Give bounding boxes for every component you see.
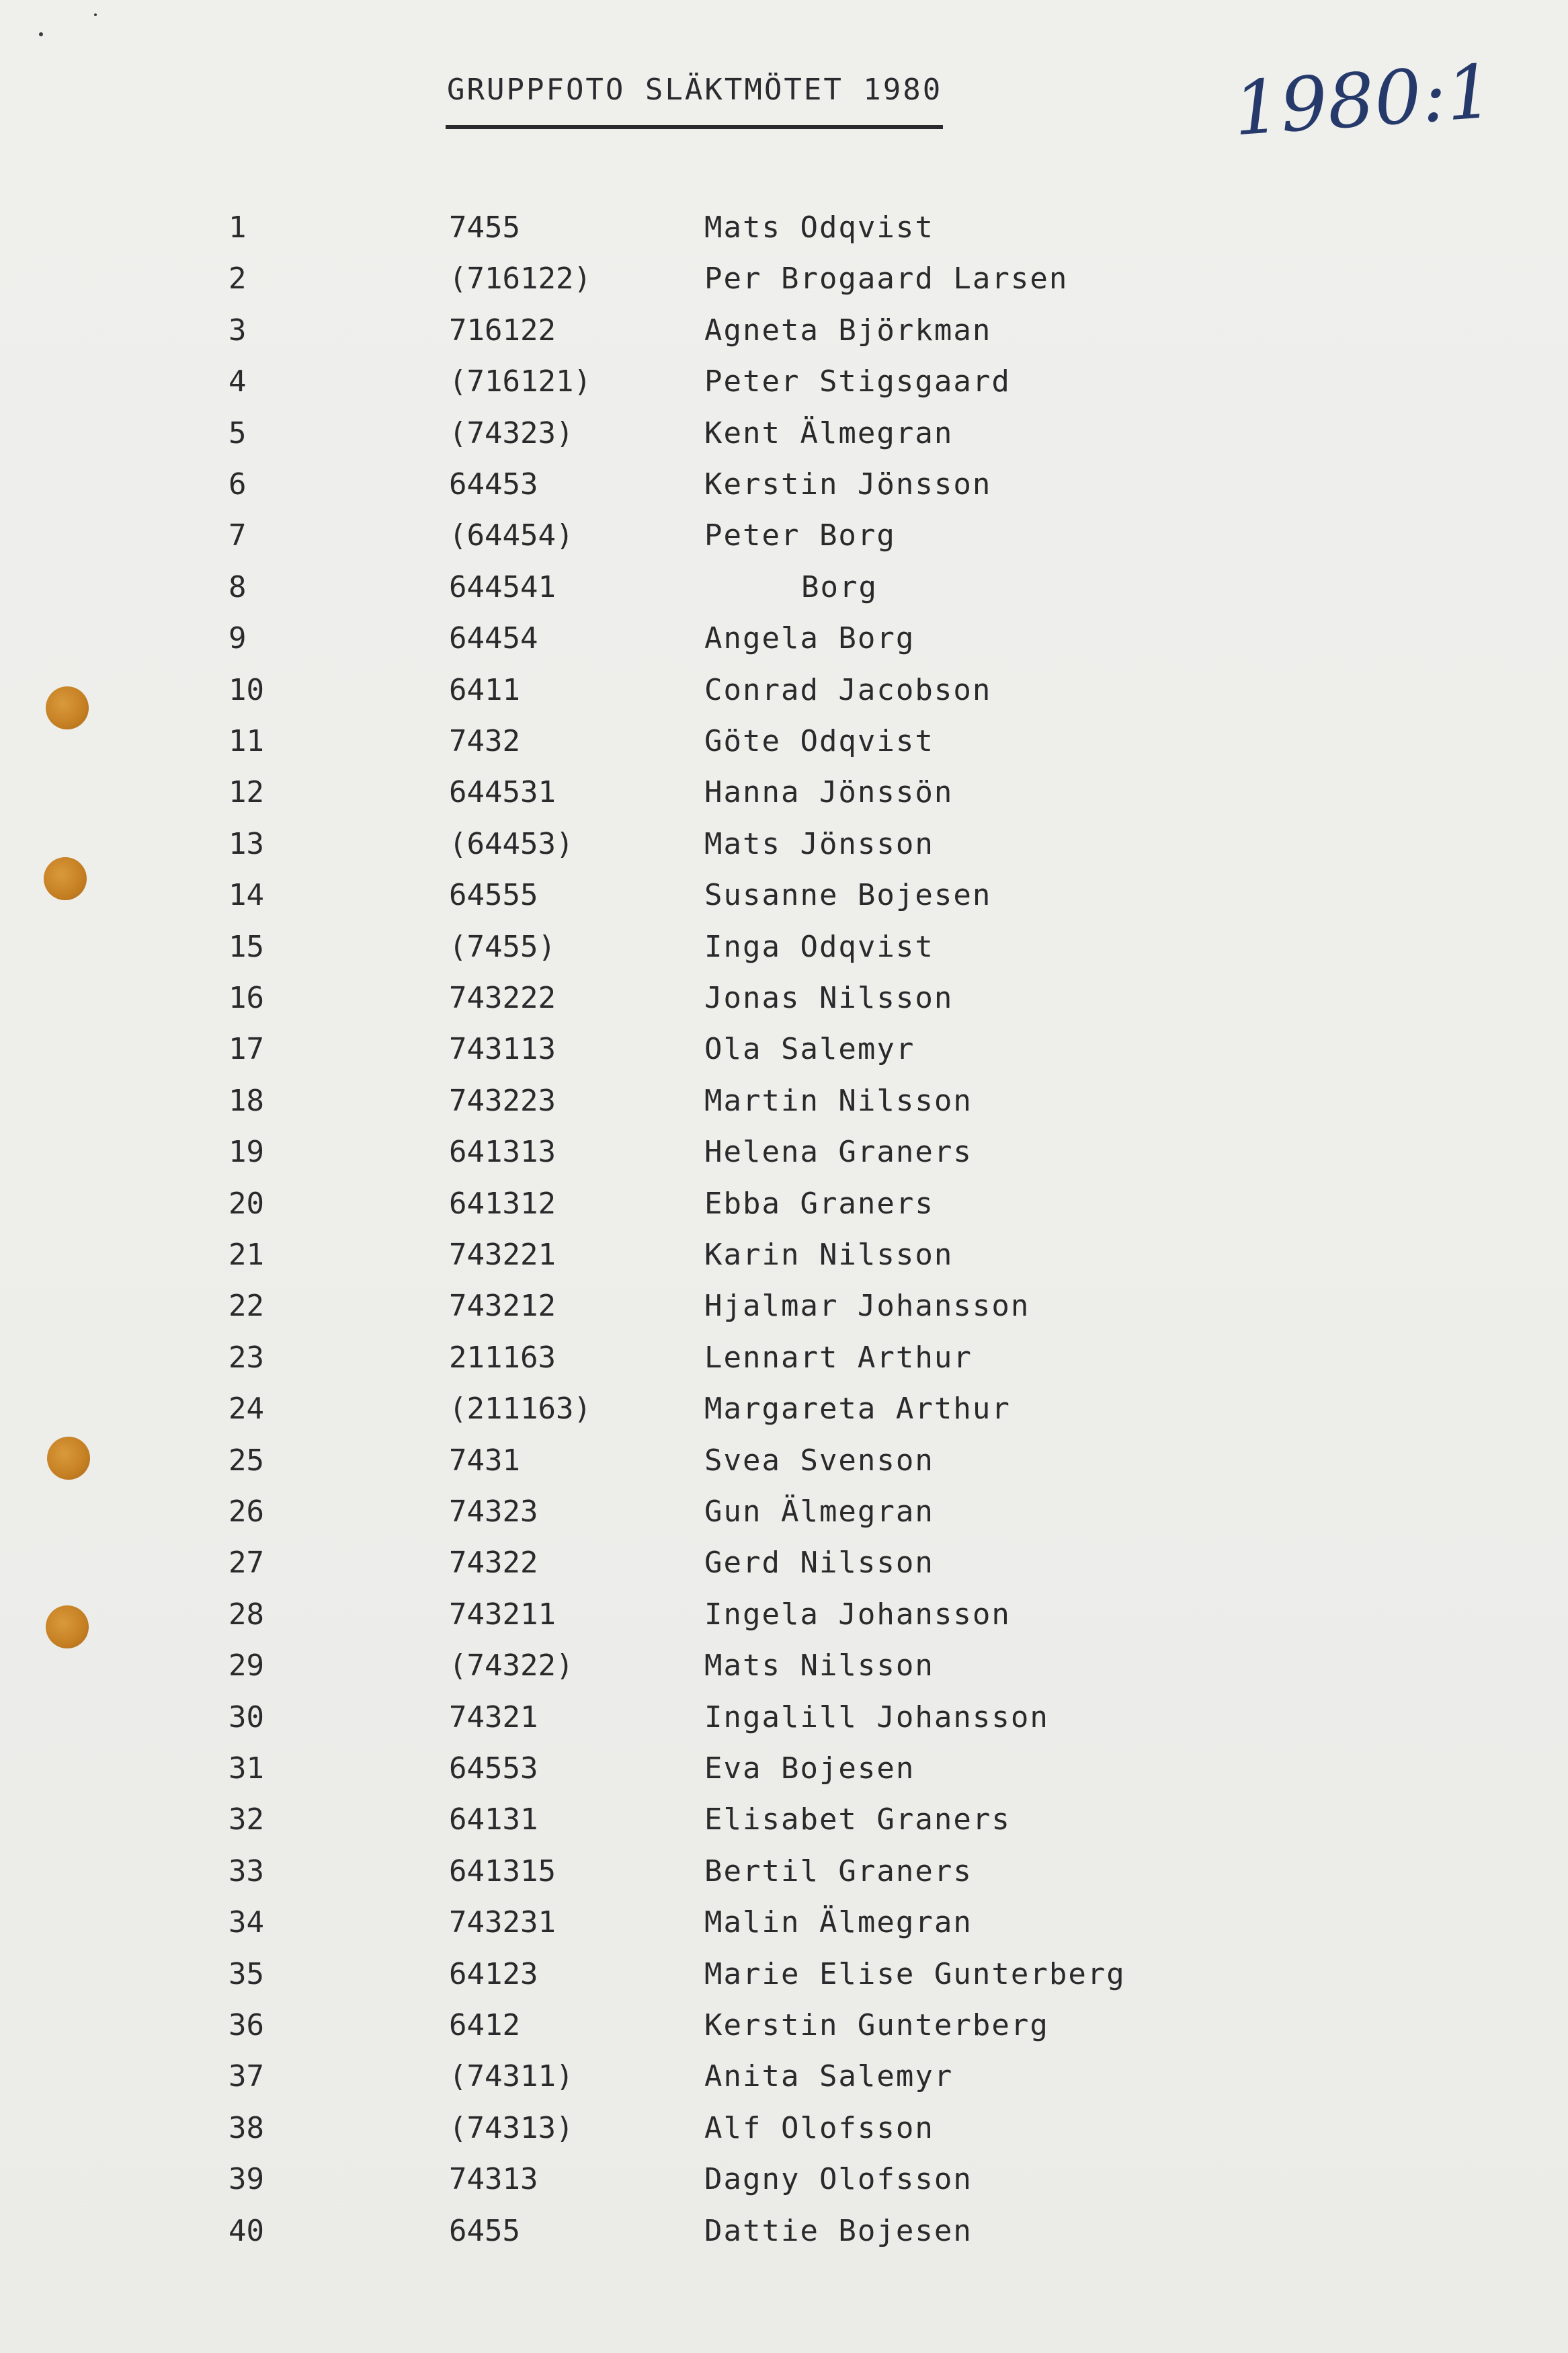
- list-row: [0, 1597, 1568, 1638]
- list-row: [0, 1905, 1568, 1946]
- row-number: 7: [229, 518, 247, 553]
- genealogy-code: 743222: [449, 981, 556, 1015]
- list-row: [0, 1032, 1568, 1072]
- list-row: [0, 1648, 1568, 1689]
- row-number: 9: [229, 621, 247, 655]
- row-number: 1: [229, 210, 247, 245]
- genealogy-code: 743211: [449, 1597, 556, 1632]
- row-number: 19: [229, 1135, 264, 1169]
- list-row: [0, 827, 1568, 867]
- list-row: [0, 1187, 1568, 1227]
- genealogy-code: 7431: [449, 1443, 520, 1478]
- genealogy-code: 6412: [449, 2008, 520, 2042]
- genealogy-code: 641313: [449, 1135, 556, 1169]
- person-name: Eva Bojesen: [704, 1751, 915, 1786]
- person-name: Mats Jönsson: [704, 827, 934, 861]
- person-name: Agneta Björkman: [704, 313, 992, 348]
- row-number: 26: [229, 1494, 264, 1529]
- genealogy-code: (64453): [449, 827, 574, 861]
- person-name: Mats Odqvist: [704, 210, 934, 245]
- row-number: 16: [229, 981, 264, 1015]
- genealogy-code: 716122: [449, 313, 556, 348]
- row-number: 33: [229, 1854, 264, 1888]
- row-number: 40: [229, 2214, 264, 2248]
- row-number: 37: [229, 2059, 264, 2093]
- list-row: [0, 621, 1568, 662]
- row-number: 25: [229, 1443, 264, 1478]
- row-number: 12: [229, 775, 264, 809]
- person-name: Svea Svenson: [704, 1443, 934, 1478]
- person-name: Gun Älmegran: [704, 1494, 934, 1529]
- list-row: [0, 2214, 1568, 2254]
- genealogy-code: 641312: [449, 1187, 556, 1221]
- row-number: 34: [229, 1905, 264, 1940]
- person-name: Martin Nilsson: [704, 1084, 973, 1118]
- genealogy-code: 64555: [449, 878, 538, 912]
- row-number: 20: [229, 1187, 264, 1221]
- person-name: Angela Borg: [704, 621, 915, 655]
- row-number: 3: [229, 313, 247, 348]
- list-row: [0, 1392, 1568, 1432]
- genealogy-code: 743212: [449, 1289, 556, 1323]
- genealogy-code: (74313): [449, 2111, 574, 2145]
- row-number: 13: [229, 827, 264, 861]
- genealogy-code: 6411: [449, 673, 520, 707]
- row-number: 15: [229, 930, 264, 964]
- genealogy-code: (211163): [449, 1392, 591, 1426]
- row-number: 24: [229, 1392, 264, 1426]
- person-name: Malin Älmegran: [704, 1905, 973, 1940]
- row-number: 18: [229, 1084, 264, 1118]
- person-name: Peter Stigsgaard: [704, 364, 1011, 399]
- genealogy-code: 743231: [449, 1905, 556, 1940]
- list-row: [0, 2111, 1568, 2151]
- person-name: Peter Borg: [704, 518, 896, 553]
- genealogy-code: 64553: [449, 1751, 538, 1786]
- genealogy-code: 743221: [449, 1238, 556, 1272]
- list-row: [0, 878, 1568, 918]
- person-name: Ebba Graners: [704, 1187, 934, 1221]
- list-row: [0, 313, 1568, 354]
- person-name: Per Brogaard Larsen: [704, 262, 1069, 296]
- person-name: Jonas Nilsson: [704, 981, 954, 1015]
- list-row: [0, 724, 1568, 764]
- person-name: Ingalill Johansson: [704, 1700, 1049, 1734]
- list-row: [0, 1700, 1568, 1741]
- list-row: [0, 1494, 1568, 1535]
- list-row: [0, 1341, 1568, 1381]
- row-number: 28: [229, 1597, 264, 1632]
- person-name: Kerstin Gunterberg: [704, 2008, 1049, 2042]
- row-number: 11: [229, 724, 264, 758]
- person-name: Conrad Jacobson: [704, 673, 992, 707]
- list-row: [0, 2162, 1568, 2202]
- person-name: Mats Nilsson: [704, 1648, 934, 1683]
- person-name: Göte Odqvist: [704, 724, 934, 758]
- genealogy-code: 64454: [449, 621, 538, 655]
- row-number: 23: [229, 1341, 264, 1375]
- list-row: [0, 1135, 1568, 1175]
- person-name: Karin Nilsson: [704, 1238, 954, 1272]
- person-name: Dattie Bojesen: [704, 2214, 973, 2248]
- genealogy-code: 64123: [449, 1957, 538, 1991]
- genealogy-code: 74321: [449, 1700, 538, 1734]
- list-row: [0, 467, 1568, 508]
- row-number: 36: [229, 2008, 264, 2042]
- list-row: [0, 518, 1568, 559]
- person-name: Hjalmar Johansson: [704, 1289, 1030, 1323]
- list-row: [0, 1238, 1568, 1278]
- list-row: [0, 1854, 1568, 1895]
- list-row: [0, 1751, 1568, 1792]
- person-name: Borg: [801, 570, 878, 604]
- row-number: 4: [229, 364, 247, 399]
- list-row: [0, 775, 1568, 815]
- row-number: 10: [229, 673, 264, 707]
- genealogy-code: 743223: [449, 1084, 556, 1118]
- list-row: [0, 930, 1568, 970]
- genealogy-code: 6455: [449, 2214, 520, 2248]
- list-row: [0, 1802, 1568, 1843]
- row-number: 8: [229, 570, 247, 604]
- list-row: [0, 1443, 1568, 1484]
- person-name: Kerstin Jönsson: [704, 467, 992, 502]
- person-name: Inga Odqvist: [704, 930, 934, 964]
- person-name: Margareta Arthur: [704, 1392, 1011, 1426]
- person-name: Marie Elise Gunterberg: [704, 1957, 1126, 1991]
- person-name: Ola Salemyr: [704, 1032, 915, 1066]
- genealogy-code: (64454): [449, 518, 574, 553]
- list-row: [0, 981, 1568, 1021]
- row-number: 6: [229, 467, 247, 502]
- row-number: 27: [229, 1546, 264, 1580]
- genealogy-code: 74322: [449, 1546, 538, 1580]
- row-number: 21: [229, 1238, 264, 1272]
- list-row: [0, 1957, 1568, 1997]
- row-number: 14: [229, 878, 264, 912]
- person-name: Elisabet Graners: [704, 1802, 1011, 1837]
- genealogy-code: 641315: [449, 1854, 556, 1888]
- row-number: 22: [229, 1289, 264, 1323]
- genealogy-code: 74323: [449, 1494, 538, 1529]
- list-row: [0, 1289, 1568, 1329]
- genealogy-code: 644541: [449, 570, 556, 604]
- row-number: 29: [229, 1648, 264, 1683]
- list-row: [0, 210, 1568, 251]
- person-name: Helena Graners: [704, 1135, 973, 1169]
- genealogy-code: 64453: [449, 467, 538, 502]
- person-name: Ingela Johansson: [704, 1597, 1011, 1632]
- genealogy-code: 7432: [449, 724, 520, 758]
- list-row: [0, 1084, 1568, 1124]
- genealogy-code: 74313: [449, 2162, 538, 2196]
- list-row: [0, 364, 1568, 405]
- person-name: Susanne Bojesen: [704, 878, 992, 912]
- document-title: GRUPPFOTO SLÄKTMÖTET 1980: [447, 73, 943, 107]
- genealogy-code: 7455: [449, 210, 520, 245]
- list-row: [0, 673, 1568, 713]
- row-number: 35: [229, 1957, 264, 1991]
- person-name: Bertil Graners: [704, 1854, 973, 1888]
- genealogy-code: 211163: [449, 1341, 556, 1375]
- genealogy-code: 743113: [449, 1032, 556, 1066]
- handwritten-note: 1980:1: [1231, 48, 1496, 153]
- list-row: [0, 1546, 1568, 1586]
- row-number: 30: [229, 1700, 264, 1734]
- genealogy-code: (716122): [449, 262, 591, 296]
- genealogy-code: 64131: [449, 1802, 538, 1837]
- person-name: Hanna Jönssön: [704, 775, 954, 809]
- list-row: [0, 416, 1568, 456]
- row-number: 17: [229, 1032, 264, 1066]
- genealogy-code: (74323): [449, 416, 574, 450]
- list-row: [0, 570, 1568, 610]
- person-name: Kent Älmegran: [704, 416, 954, 450]
- row-number: 2: [229, 262, 247, 296]
- genealogy-code: (7455): [449, 930, 556, 964]
- genealogy-code: (74322): [449, 1648, 574, 1683]
- genealogy-code: 644531: [449, 775, 556, 809]
- genealogy-code: (716121): [449, 364, 591, 399]
- list-row: [0, 262, 1568, 302]
- row-number: 5: [229, 416, 247, 450]
- row-number: 38: [229, 2111, 264, 2145]
- person-name: Gerd Nilsson: [704, 1546, 934, 1580]
- list-row: [0, 2008, 1568, 2048]
- genealogy-code: (74311): [449, 2059, 574, 2093]
- row-number: 39: [229, 2162, 264, 2196]
- row-number: 31: [229, 1751, 264, 1786]
- person-name: Alf Olofsson: [704, 2111, 934, 2145]
- list-row: [0, 2059, 1568, 2100]
- person-name: Lennart Arthur: [704, 1341, 973, 1375]
- person-name: Dagny Olofsson: [704, 2162, 973, 2196]
- row-number: 32: [229, 1802, 264, 1837]
- person-name: Anita Salemyr: [704, 2059, 954, 2093]
